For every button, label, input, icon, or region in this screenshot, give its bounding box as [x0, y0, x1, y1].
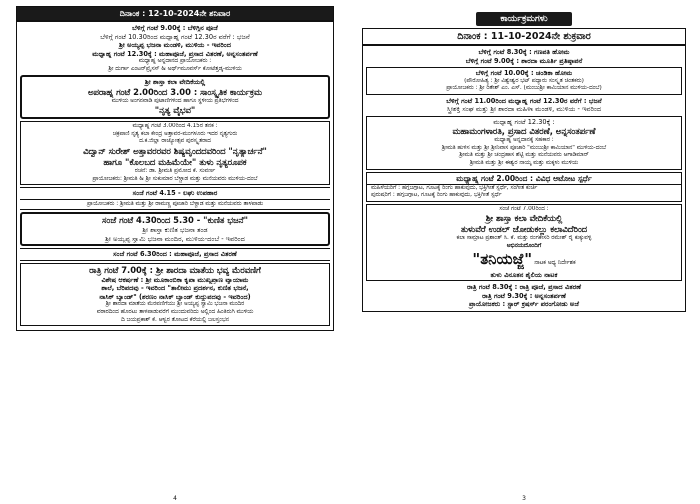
- chandika-time: ಬೆಳಿಗ್ಗೆ ಗಂಟೆ 10.00ಕ್ಕೆ : ಚಂಡಿಕಾ ಹೋಮ: [475, 69, 573, 77]
- kunitha-bhajane-box: [20, 212, 330, 246]
- kunitha-time: ಸಂಜೆ ಗಂಟೆ 4.30ರಿಂದ 5.30 - "ಕುಣಿತ ಭಜನೆ": [102, 215, 248, 226]
- snack-row: [20, 187, 330, 200]
- dance-guru: ವಿದ್ವಾನ್ ಸುರೇಶ್ ಅತ್ತಾವರರವರ ಶಿಷ್ಯವೃಂದದವರಿಂದ "ನೃತ್ಯಾರ್ಚನೆ": [83, 146, 267, 157]
- kunitha-mandira: ಶ್ರೀ ಅಯ್ಯಪ್ಪ ಸ್ವಾಮಿ ಭಜನಾ ಮಂದಿರ, ಮುಳಿಯ-ದಂಬೆ - ಇವರಿಂದ: [105, 234, 245, 243]
- drama-title: "ತನಿಯಜ್ಜೆ": [472, 250, 533, 268]
- kunitha-team: ಶ್ರೀ ಶಾಸ್ತಾ ಕುಣಿತ ಭಜನಾ ತಂಡ: [142, 226, 208, 235]
- chandika-priest: (ಪೌರೋಹಿತ್ಯ : ಶ್ರೀ ವಿಶ್ವೇಶ್ವರ ಭಟ್ ಪದ್ಯಾರು ಸಂಸ್ಕೃತ ಚಿಂತಕರು): [464, 77, 584, 84]
- dance-program-box: [20, 121, 330, 185]
- dance-school: ಚಕ್ರಪಾಣಿ ನೃತ್ಯ ಕಲಾ ಕೇಂದ್ರ ಅತ್ತಾವರ-ಮಂಗಳೂರು ಇದರ ನೃತ್ಯಗುರು: [112, 130, 238, 137]
- mahapuje-box: [366, 116, 682, 170]
- left-schedule-frame: [16, 21, 334, 331]
- drama-artists: ಕಲಾ ಸಾಮ್ರಾಟ ಪ್ರಶಾಂತ್ ಸಿ. ಕೆ. ಮತ್ತು ರಂಗಕೇಸರಿ ರಮೇಶ್ ರೈ ಕುಕ್ಕುವಳ್ಳಿ: [456, 235, 592, 242]
- procession-time: ರಾತ್ರಿ ಗಂಟೆ 7.00ಕ್ಕೆ : ಶ್ರೀ ಶಾರದಾ ಮಾತೆಯ ಭವ್ಯ ಮೆರವಣಿಗೆ: [89, 264, 261, 275]
- dance-drama: ಹಾಗೂ "ಕೊಲಬದ ಮಹಿಮೆಯೇ" ತುಳು ನೃತ್ಯರೂಪಕ: [103, 157, 247, 168]
- procession-attraction: ವಿಶೇಷ ಆಕರ್ಷಣೆ : ಶ್ರೀ ಮೂಕಾಂಬಿಕಾ ಕೃಪಾ ಮುಖ್ಯಪ್ರಾಣ ವ್ಯಾಯಾಮ: [101, 275, 249, 284]
- drama-title-row: [367, 251, 681, 271]
- sports-time: ಮಧ್ಯಾಹ್ನ ಗಂಟೆ 2.00ರಿಂದ : ವಿವಿಧ ಆಟೋಟ ಸ್ಪರ್ಧೆ: [456, 173, 592, 183]
- mahapuje-items: ಮಹಾಮಂಗಳಾರತಿ, ಪ್ರಸಾದ ವಿತರಣೆ, ಅನ್ನಸಂತರ್ಪಣೆ: [452, 126, 596, 137]
- annadana-support-label: ಮಧ್ಯಾಹ್ನ ಅನ್ನದಾನಕ್ಕೆ ಸಹಕಾರ :: [494, 137, 554, 144]
- annadana-sponsor: ಶ್ರೀ ದುರ್ಗಾ ಎಂಟರ್‌ಪ್ರೈಸಸ್ & ಅರ್ಥ್‌ಮೂವರ್ಸ್ ಕೋಟೆತ್ತಡ್ಕ-ಮುಳಿಯ: [108, 65, 242, 72]
- procession-route-2: ವಠಾರದಿಂದ ಹೊರಟು ತಾಳಪಾಡುವರೆಗೆ ಮುಂದುವರಿದು ಅಲ್ಲಿಂದ ಹಿಂತಿರುಗಿ ಮುಳಿಯ: [96, 308, 254, 315]
- right-date-header: ದಿನಾಂಕ : 11-10-2024ನೇ ಶುಕ್ರವಾರ: [362, 28, 686, 45]
- drama-director: ನಾಟಕ ಅಧ್ಯ ನಿರ್ದೇಶಕ: [534, 259, 576, 266]
- ganapathi-homa: ಬೆಳಿಗ್ಗೆ ಗಂಟೆ 8.30ಕ್ಕೆ : ಗಣಪತಿ ಹೋಮ: [478, 48, 570, 56]
- cultural-time: ಅಪರಾಹ್ನ ಗಂಟೆ 2.00ರಿಂದ 3.00 : ಸಾಂಸ್ಕೃತಿಕ ಕಾರ್ಯಕ್ರಮ: [88, 86, 262, 97]
- annadana-support-1: ಶ್ರೀಮತಿ ಹುಳಿಸ ಮತ್ತು ಶ್ರೀ ಶ್ರೀನಿವಾಸ ಪೂಜಾರಿ "ಮಂಜುಶ್ರೀ ಕಾಮಿಯಾನ" ಮುಳಿಯ-ದಂಬೆ: [441, 144, 607, 151]
- annadana-support-2: ಶ್ರೀಮತಿ ಮತ್ತು ಶ್ರೀ ಚಂದ್ರಹಾಸ ಶೆಟ್ಟಿ ಮತ್ತು ಮನೆಯವರು ಆಗಾಡಿಮಾರ್: [459, 152, 589, 159]
- dance-time: ಮಧ್ಯಾಹ್ನ ಗಂಟೆ 3.00ರಿಂದ 4.15ರ ತನಕ :: [132, 123, 218, 130]
- morning-puja: ಬೆಳಿಗ್ಗೆ ಗಂಟೆ 9.00ಕ್ಕೆ : ಬೆಳಿಗ್ಗಿನ ಪೂಜೆ: [132, 24, 218, 32]
- drama-troupe: ತುಳುವೆರೆ ಉಡಲ್ ಜೋಡುಕಲ್ಲು ಕಲಾವಿದೆರಿಂದ: [460, 224, 588, 235]
- title-wrap: [362, 6, 686, 26]
- drama-abhinaya: ಅಭಿನಯದೊಂದಿಗೆ: [506, 242, 542, 249]
- dance-author: ರಚನೆ: ಡಾ. ಶ್ರೀಮತಿ ಪ್ರಮೋದ ಕೆ. ಸುವರ್ಣ: [134, 168, 216, 175]
- night-puja: ರಾತ್ರಿ ಗಂಟೆ 8.30ಕ್ಕೆ : ರಾತ್ರಿ ಪೂಜೆ, ಪ್ರಸಾದ ವಿತರಣೆ: [466, 283, 582, 292]
- left-page: [16, 6, 334, 502]
- evening-puja-row: [20, 248, 330, 261]
- right-schedule-frame: [362, 45, 686, 312]
- night-sponsor: ಪ್ರಾಯೋಜಕರು : ಸ್ಟಾರ್ ಕ್ರಷರ್ಸ್ ಪರಂಗೋಡು ಅಜೆ: [469, 300, 579, 309]
- bhajane-group: ಶ್ರೀ ಅಯ್ಯಪ್ಪ ಭಜನಾ ಮಂಡಳಿ, ಮುಳಿಯ - ಇವರಿಂದ: [119, 41, 231, 49]
- sports-men: ಪುರುಷರಿಗೆ : ಹಗ್ಗಜಗ್ಗಾಟ, ಗೂಟಕ್ಕೆ ರಿಂಗು ಹಾಕುವುದು, ಭಕ್ತಿಗೀತೆ ಸ್ಪರ್ಧೆ: [371, 192, 502, 199]
- left-date-header: ದಿನಾಂಕ : 12-10-2024ನೇ ಶನಿವಾರ: [16, 6, 334, 21]
- bhajane-time: ಬೆಳಿಗ್ಗೆ ಗಂಟೆ 10.30ರಿಂದ ಮಧ್ಯಾಹ್ನ ಗಂಟೆ 12.30ರ ವರೆಗೆ : ಭಜನೆ: [100, 32, 250, 41]
- annadana-sponsor-label: ಮಧ್ಯಾಹ್ನ ಅನ್ನದಾನದ ಪ್ರಾಯೋಜಕರು :: [138, 58, 212, 64]
- evening-puja: ಸಂಜೆ ಗಂಟೆ 6.30ರಿಂದ : ಮಹಾಪೂಜೆ, ಪ್ರಸಾದ ವಿತರಣೆ: [113, 250, 237, 259]
- mahapuje-line: ಮಧ್ಯಾಹ್ನ ಗಂಟೆ 12.30ಕ್ಕೆ : ಮಹಾಪೂಜೆ, ಪ್ರಸಾದ ವಿತರಣೆ, ಅನ್ನಸಂತರ್ಪಣೆ: [92, 49, 258, 58]
- procession-route-1: ಶ್ರೀ ಶಾರದಾ ಮಾತೆಯ ಮೆರವಣಿಗೆಯು ಶ್ರೀ ಅಯ್ಯಪ್ಪ ಸ್ವಾಮಿ ಭಜನಾ ಮಂದಿರ: [105, 301, 245, 308]
- procession-route-3: ದಿ ಜಯಪ್ರಕಾಶ್ ಕೆ. ಆಳ್ವರ ತೋಟದ ಕೆರೆಯಲ್ಲಿ ಜಲಸ್ತಂಭನ: [120, 316, 230, 323]
- sports-box: [366, 172, 682, 202]
- sharada-pratishthapane: ಬೆಳಿಗ್ಗೆ ಗಂಟೆ 9.00ಕ್ಕೆ : ಶಾರದಾ ಮೂರ್ತಿ ಪ್ರತಿಷ್ಠಾಪನೆ: [465, 56, 583, 65]
- drama-box: [366, 204, 682, 281]
- left-page-number: 4: [173, 495, 177, 502]
- drama-stage: ಶ್ರೀ ಶಾಸ್ತಾ ಕಲಾ ವೇದಿಕೆಯಲ್ಲಿ: [485, 213, 563, 224]
- sports-women: ಮಹಿಳೆಯರಿಗೆ : ಹಗ್ಗಜಗ್ಗಾಟ, ಗೂಟಕ್ಕೆ ರಿಂಗು ಹಾಕುವುದು, ಭಕ್ತಿಗೀತೆ ಸ್ಪರ್ಧೆ, ಸಂಗೀತ ಕುರ್ಚಿ: [367, 184, 681, 193]
- program-title: ಕಾರ್ಯಕ್ರಮಗಳು: [476, 12, 571, 26]
- chandika-sponsor: ಪ್ರಾಯೋಜಕರು : ಶ್ರೀ ರಿತೇಶ್ ಎಂ. ಎಸ್. (ಮಂಜುಶ್ರೀ ಕಾಮಿಯಾನ ಮುಳಿಯ-ದಂಬೆ): [446, 85, 602, 92]
- procession-talimu: ಶಾಲೆ, ಬೆರಿಪದವು - ಇವರಿಂದ "ತಾಲೀಮು ಪ್ರದರ್ಶನ, ಕುಣಿತ ಭಜನೆ,: [101, 284, 249, 293]
- procession-band: ನಾಸಿಕ್ ಬ್ಯಾಂಡ್" (ಶರಣಂ ನಾಸಿಕ್ ಬ್ಯಾಂಡ್ ಕುದ್ದುಪದವು - ಇವರಿಂದ): [99, 292, 251, 301]
- procession-box: [20, 263, 330, 326]
- snack-time: ಸಂಜೆ ಗಂಟೆ 4.15 - ಲಘು ಉಪಹಾರ: [132, 189, 218, 198]
- drama-style: ತುಳು ವಿನೂತನ ಶೈಲಿಯ ನಾಟಕ: [490, 270, 558, 279]
- annadana-support-3: ಶ್ರೀಮತಿ ಮತ್ತು ಶ್ರೀ ಈಶ್ವರ ನಾಯ್ಕ ಮತ್ತು ಮಕ್ಕಳು ಮುಳಿಯ: [469, 159, 579, 166]
- night-annasantarpane: ರಾತ್ರಿ ಗಂಟೆ 9.30ಕ್ಕೆ : ಅನ್ನಸಂತರ್ಪಣೆ: [482, 291, 566, 300]
- right-page: [362, 6, 686, 502]
- right-bhajane-time: ಬೆಳಿಗ್ಗೆ ಗಂಟೆ 11.00ರಿಂದ ಮಧ್ಯಾಹ್ನ ಗಂಟೆ 12.30ರ ವರೆಗೆ : ಭಜನೆ: [446, 96, 602, 105]
- chandika-box: [366, 67, 682, 95]
- cultural-program-box: [20, 75, 330, 119]
- nritya-vaibhava: "ನೃತ್ಯ ವೈಭವ": [154, 105, 196, 116]
- dance-award: ದ.ಕ.ಜಿಲ್ಲಾ ರಾಜ್ಯೋತ್ಸವ ಪುರಸ್ಕೃತರಾದ: [139, 138, 211, 145]
- cultural-stage: ಶ್ರೀ ಶಾಸ್ತಾ ಕಲಾ ವೇದಿಕೆಯಲ್ಲಿ: [144, 78, 206, 87]
- right-bhajane-group: ಸ್ತ್ರೀಶಕ್ತಿ ಸಂಘ ಮತ್ತು ಶ್ರೀ ಶಾರದಾ ಮಹಿಳಾ ಮಂಡಳಿ, ಮುಳಿಯ - ಇವರಿಂದ: [446, 105, 602, 114]
- dance-sponsor: ಪ್ರಾಯೋಜಕರು: ಶ್ರೀಮತಿ & ಶ್ರೀ ಸುಕುಮಾರ ಬೆಳ್ಚಾಡ ಮತ್ತು ಮನೆಯವರು ಮುಳಿಯ-ದಂಬೆ: [92, 175, 258, 182]
- right-page-number: 3: [522, 495, 526, 502]
- cultural-performers: ಮುಳಿಯ ಅಂಗನವಾಡಿ ಪುಟಾಣಿಗಳಿಂದ ಹಾಗೂ ಸ್ಥಳೀಯ ಪ್ರತಿಭೆಗಳಿಂದ: [111, 97, 239, 104]
- snack-sponsor: ಪ್ರಾಯೋಜಕರು : ಶ್ರೀಮತಿ ಮತ್ತು ಶ್ರೀ ರಾಮಣ್ಣ ಪೂಜಾರಿ ಬೆಳ್ಚಾಡ ಮತ್ತು ಮನೆಯವರು ತಾಳಪಾಡು: [86, 200, 264, 207]
- mahapuje-time: ಮಧ್ಯಾಹ್ನ ಗಂಟೆ 12.30ಕ್ಕೆ :: [493, 117, 555, 126]
- drama-time: ಸಂಜೆ ಗಂಟೆ 7.00ರಿಂದ :: [499, 205, 549, 212]
- snack-sponsor-row: [20, 200, 330, 211]
